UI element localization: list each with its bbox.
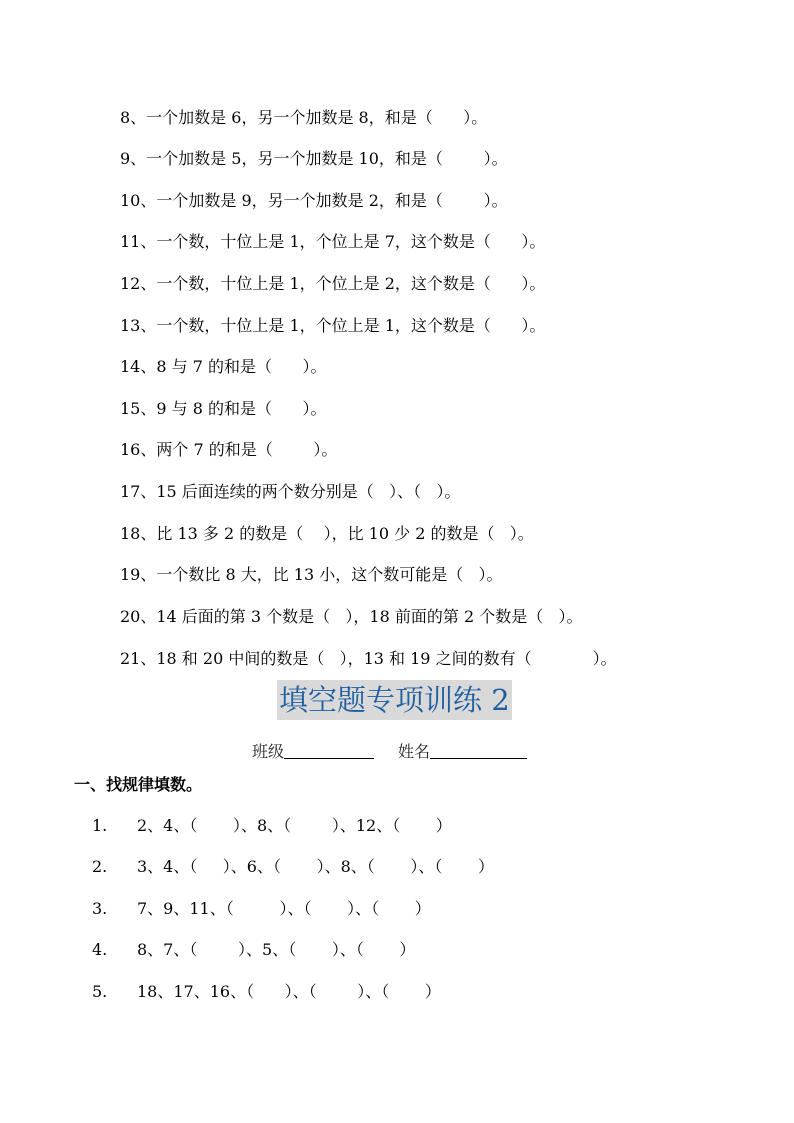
class-field — [252, 742, 374, 762]
question-18: 18、比 13 多 2 的数是（ ），比 10 少 2 的数是（ ）。 — [120, 524, 534, 543]
pattern-number-1: 1. — [92, 816, 108, 835]
page-title: 填空题专项训练 2 — [277, 680, 512, 720]
question-19: 19、一个数比 8 大，比 13 小，这个数可能是（ ）。 — [120, 565, 503, 584]
pattern-number-4: 4. — [92, 940, 108, 959]
question-8: 8、一个加数是 6，另一个加数是 8，和是（ ）。 — [120, 108, 488, 127]
class-blank[interactable] — [284, 742, 374, 759]
pattern-sequence-3: 7、9、11、（ ）、（ ）、（ ） — [137, 899, 431, 918]
question-20: 20、14 后面的第 3 个数是（ ），18 前面的第 2 个数是（ ）。 — [120, 607, 583, 626]
class-label: 班级 — [252, 742, 285, 761]
question-10: 10、一个加数是 9，另一个加数是 2，和是（ ）。 — [120, 191, 508, 210]
name-label: 姓名 — [398, 742, 431, 761]
pattern-number-3: 3. — [92, 899, 108, 918]
question-15: 15、9 与 8 的和是（ ）。 — [120, 399, 327, 418]
section-heading: 一、找规律填数。 — [74, 775, 203, 794]
question-17: 17、15 后面连续的两个数分别是（ ）、（ ）。 — [120, 482, 461, 501]
question-12: 12、一个数，十位上是 1，个位上是 2，这个数是（ ）。 — [120, 274, 546, 293]
question-21: 21、18 和 20 中间的数是（ ），13 和 19 之间的数有（ ）。 — [120, 649, 617, 668]
pattern-sequence-1: 2、4、（ ）、8、（ ）、12、（ ） — [137, 816, 452, 835]
question-13: 13、一个数，十位上是 1，个位上是 1，这个数是（ ）。 — [120, 316, 546, 335]
name-blank[interactable] — [430, 742, 527, 759]
question-16: 16、两个 7 的和是（ ）。 — [120, 440, 338, 459]
pattern-sequence-5: 18、17、16、（ ）、（ ）、（ ） — [137, 982, 441, 1001]
question-9: 9、一个加数是 5，另一个加数是 10，和是（ ）。 — [120, 149, 508, 168]
name-field — [398, 742, 527, 762]
pattern-sequence-4: 8、7、（ ）、5、（ ）、（ ） — [137, 940, 416, 959]
pattern-number-5: 5. — [92, 982, 108, 1001]
pattern-sequence-2: 3、4、（ ）、6、（ ）、8、（ ）、（ ） — [137, 857, 494, 876]
pattern-number-2: 2. — [92, 857, 108, 876]
question-14: 14、8 与 7 的和是（ ）。 — [120, 357, 327, 376]
question-11: 11、一个数，十位上是 1，个位上是 7，这个数是（ ）。 — [120, 232, 546, 251]
